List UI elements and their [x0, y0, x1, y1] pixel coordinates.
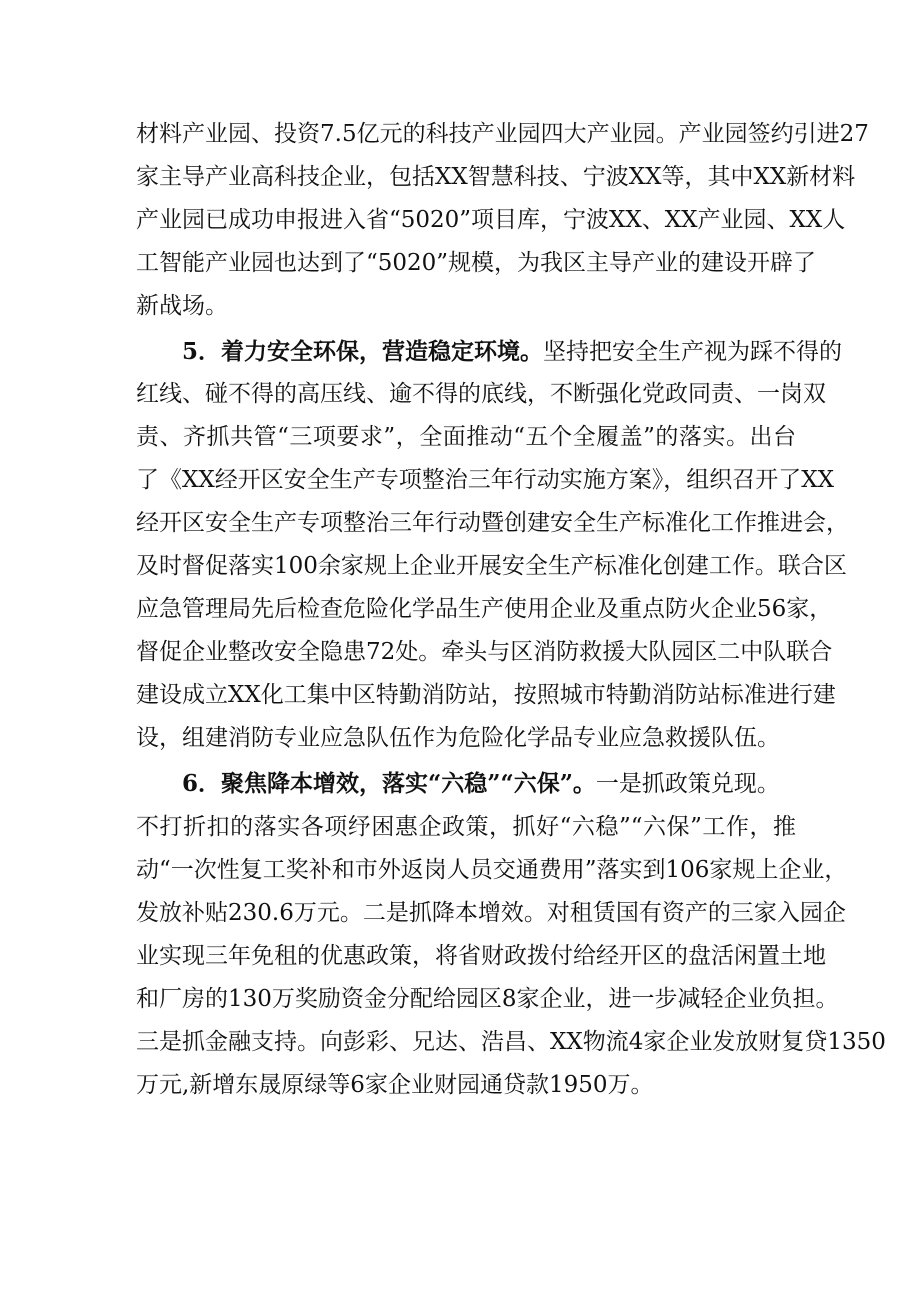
- paragraph-2-line-2: 红线、碰不得的高压线、逾不得的底线，不断强化党政同责、一岗双: [136, 381, 826, 407]
- paragraph-1-line-3: 产业园已成功申报进入省“5020”项目库，宁波XX、XX产业园、XX人: [136, 207, 846, 233]
- paragraph-2-heading: 5．着力安全环保，营造稳定环境。: [182, 338, 544, 365]
- paragraph-2-line-9: 建设成立XX化工集中区特勤消防站，按照城市特勤消防站标准进行建: [136, 682, 836, 708]
- paragraph-1-line-5: 新战场。: [136, 293, 228, 319]
- paragraph-3-line-5: 业实现三年免租的优惠政策，将省财政拨付给经开区的盘活闲置土地: [136, 943, 826, 969]
- paragraph-2-first-line: [182, 332, 843, 372]
- paragraph-2-first-line-rest: 坚持把安全生产视为踩不得的: [543, 339, 843, 365]
- paragraph-2-line-10: 设，组建消防专业应急队伍作为危险化学品专业应急救援队伍。: [136, 725, 780, 751]
- paragraph-2-line-6: 及时督促落实100余家规上企业开展安全生产标准化创建工作。联合区: [136, 553, 847, 579]
- paragraph-2-line-8: 督促企业整改安全隐患72处。牵头与区消防救援大队园区二中队联合: [136, 639, 833, 665]
- paragraph-2-line-3: 责、齐抓共管“三项要求”，全面推动“五个全履盖”的落实。出台: [136, 424, 796, 450]
- paragraph-1-line-4: 工智能产业园也达到了“5020”规模，为我区主导产业的建设开辟了: [136, 250, 817, 276]
- paragraph-3-line-3: 动“一次性复工奖补和市外返岗人员交通费用”落实到106家规上企业，: [136, 857, 848, 883]
- paragraph-3-line-7: 三是抓金融支持。向彭彩、兄达、浩昌、XX物流4家企业发放财复贷1350: [136, 1029, 886, 1055]
- paragraph-2-line-5: 经开区安全生产专项整治三年行动暨创建安全生产标准化工作推进会，: [136, 510, 849, 536]
- paragraph-2-line-4: 了《XX经开区安全生产专项整治三年行动实施方案》，组织召开了XX: [136, 467, 834, 493]
- paragraph-1-line-2: 家主导产业高科技企业，包括XX智慧科技、宁波XX等，其中XX新材料: [136, 164, 856, 190]
- paragraph-1-line-1: 材料产业园、投资7.5亿元的科技产业园四大产业园。产业园签约引进27: [136, 121, 869, 147]
- paragraph-3-heading: 6．聚焦降本增效，落实“六稳”“六保”。: [182, 770, 596, 797]
- paragraph-3-first-line: [182, 764, 796, 804]
- paragraph-3-line-4: 发放补贴230.6万元。二是抓降本增效。对租赁国有资产的三家入园企: [136, 900, 846, 926]
- paragraph-3-line-2: 不打折扣的落实各项纾困惠企政策，抓好“六稳”“六保”工作，推: [136, 814, 796, 840]
- paragraph-2-line-7: 应急管理局先后检查危险化学品生产使用企业及重点防火企业56家，: [136, 596, 833, 622]
- paragraph-3-line-8: 万元,新增东晟原绿等6家企业财园通贷款1950万。: [136, 1072, 654, 1098]
- paragraph-3-first-line-rest: 一是抓政策兑现。: [595, 771, 780, 797]
- paragraph-3-line-6: 和厂房的130万奖励资金分配给园区8家企业，进一步减轻企业负担。: [136, 986, 839, 1012]
